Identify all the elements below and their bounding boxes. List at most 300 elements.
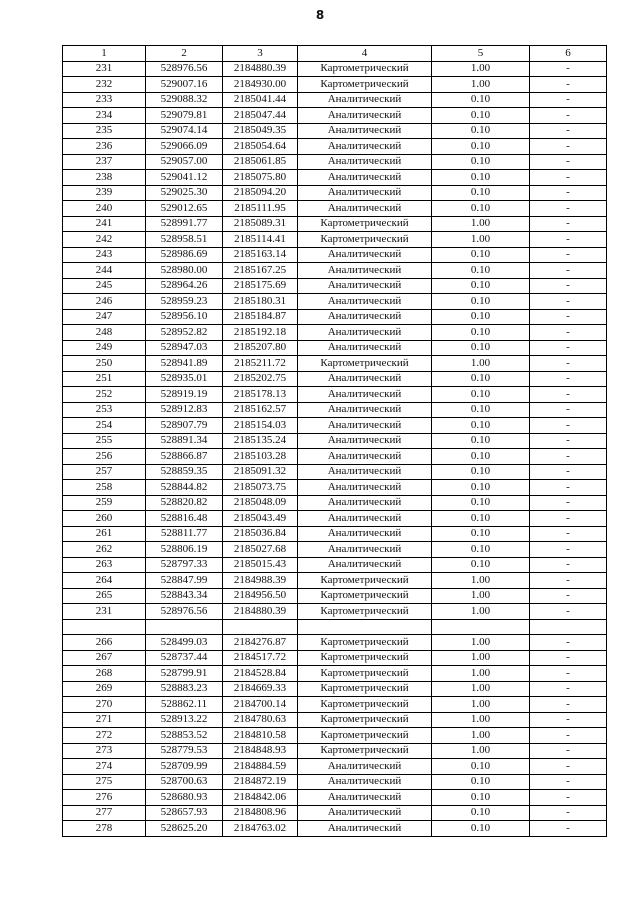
note-cell: - — [530, 805, 607, 821]
note-cell: - — [530, 712, 607, 728]
point-number-cell: 242 — [63, 232, 146, 248]
x-coordinate-cell: 528779.53 — [146, 743, 223, 759]
table-row — [63, 263, 607, 279]
point-number-cell: 233 — [63, 92, 146, 108]
y-coordinate-cell: 2185135.24 — [223, 433, 298, 449]
accuracy-cell: 0.10 — [432, 340, 530, 356]
note-cell: - — [530, 108, 607, 124]
x-coordinate-cell: 528843.34 — [146, 588, 223, 604]
column-header: 5 — [432, 46, 530, 62]
y-coordinate-cell: 2184810.58 — [223, 728, 298, 744]
method-cell: Аналитический — [298, 325, 432, 341]
method-cell: Аналитический — [298, 154, 432, 170]
note-cell: - — [530, 449, 607, 465]
table-row — [63, 418, 607, 434]
y-coordinate-cell: 2184669.33 — [223, 681, 298, 697]
method-cell: Аналитический — [298, 542, 432, 558]
x-coordinate-cell: 528799.91 — [146, 666, 223, 682]
method-cell: Аналитический — [298, 495, 432, 511]
y-coordinate-cell: 2184848.93 — [223, 743, 298, 759]
method-cell: Аналитический — [298, 418, 432, 434]
method-cell: Аналитический — [298, 340, 432, 356]
accuracy-cell: 0.10 — [432, 185, 530, 201]
table-row — [63, 170, 607, 186]
method-cell — [298, 619, 432, 635]
table-row — [63, 712, 607, 728]
accuracy-cell: 0.10 — [432, 759, 530, 775]
method-cell: Аналитический — [298, 247, 432, 263]
accuracy-cell: 1.00 — [432, 77, 530, 93]
point-number-cell: 249 — [63, 340, 146, 356]
y-coordinate-cell: 2185073.75 — [223, 480, 298, 496]
y-coordinate-cell: 2185207.80 — [223, 340, 298, 356]
table-row — [63, 542, 607, 558]
table-row — [63, 666, 607, 682]
note-cell: - — [530, 294, 607, 310]
point-number-cell: 232 — [63, 77, 146, 93]
method-cell: Аналитический — [298, 511, 432, 527]
point-number-cell: 236 — [63, 139, 146, 155]
x-coordinate-cell: 529041.12 — [146, 170, 223, 186]
x-coordinate-cell: 528907.79 — [146, 418, 223, 434]
method-cell: Аналитический — [298, 464, 432, 480]
accuracy-cell: 0.10 — [432, 371, 530, 387]
point-number-cell: 270 — [63, 697, 146, 713]
y-coordinate-cell: 2185184.87 — [223, 309, 298, 325]
accuracy-cell: 0.10 — [432, 154, 530, 170]
table-header-row — [63, 46, 607, 62]
table-row — [63, 108, 607, 124]
note-cell: - — [530, 216, 607, 232]
table-row — [63, 278, 607, 294]
table-row — [63, 774, 607, 790]
method-cell: Аналитический — [298, 774, 432, 790]
method-cell: Аналитический — [298, 480, 432, 496]
note-cell: - — [530, 511, 607, 527]
y-coordinate-cell: 2184276.87 — [223, 635, 298, 651]
y-coordinate-cell: 2185202.75 — [223, 371, 298, 387]
table-row — [63, 681, 607, 697]
note-cell: - — [530, 681, 607, 697]
table-row — [63, 139, 607, 155]
accuracy-cell: 1.00 — [432, 681, 530, 697]
point-number-cell: 268 — [63, 666, 146, 682]
note-cell: - — [530, 542, 607, 558]
method-cell: Картометрический — [298, 61, 432, 77]
point-number-cell: 251 — [63, 371, 146, 387]
method-cell: Картометрический — [298, 77, 432, 93]
accuracy-cell: 0.10 — [432, 526, 530, 542]
method-cell: Аналитический — [298, 294, 432, 310]
table-row — [63, 619, 607, 635]
point-number-cell: 231 — [63, 604, 146, 620]
accuracy-cell: 0.10 — [432, 387, 530, 403]
x-coordinate-cell: 528680.93 — [146, 790, 223, 806]
method-cell: Аналитический — [298, 278, 432, 294]
table-row — [63, 433, 607, 449]
note-cell: - — [530, 821, 607, 837]
point-number-cell: 243 — [63, 247, 146, 263]
table-row — [63, 216, 607, 232]
note-cell: - — [530, 526, 607, 542]
note-cell: - — [530, 697, 607, 713]
table-row — [63, 371, 607, 387]
point-number-cell: 278 — [63, 821, 146, 837]
x-coordinate-cell: 528913.22 — [146, 712, 223, 728]
point-number-cell: 234 — [63, 108, 146, 124]
x-coordinate-cell: 528947.03 — [146, 340, 223, 356]
column-header: 6 — [530, 46, 607, 62]
note-cell: - — [530, 170, 607, 186]
note-cell: - — [530, 201, 607, 217]
x-coordinate-cell: 528862.11 — [146, 697, 223, 713]
y-coordinate-cell: 2185163.14 — [223, 247, 298, 263]
table-row — [63, 123, 607, 139]
table-row — [63, 743, 607, 759]
note-cell: - — [530, 356, 607, 372]
x-coordinate-cell: 528883.23 — [146, 681, 223, 697]
point-number-cell: 273 — [63, 743, 146, 759]
table-row — [63, 480, 607, 496]
y-coordinate-cell: 2185180.31 — [223, 294, 298, 310]
page-number: 8 — [315, 8, 325, 22]
note-cell — [530, 619, 607, 635]
accuracy-cell: 0.10 — [432, 557, 530, 573]
method-cell: Аналитический — [298, 123, 432, 139]
point-number-cell: 248 — [63, 325, 146, 341]
point-number-cell: 274 — [63, 759, 146, 775]
point-number-cell: 239 — [63, 185, 146, 201]
point-number-cell: 263 — [63, 557, 146, 573]
table-row — [63, 588, 607, 604]
y-coordinate-cell: 2184700.14 — [223, 697, 298, 713]
accuracy-cell: 1.00 — [432, 232, 530, 248]
accuracy-cell: 0.10 — [432, 108, 530, 124]
x-coordinate-cell: 528499.03 — [146, 635, 223, 651]
accuracy-cell: 1.00 — [432, 216, 530, 232]
note-cell: - — [530, 92, 607, 108]
x-coordinate-cell: 528986.69 — [146, 247, 223, 263]
table-row — [63, 154, 607, 170]
point-number-cell: 247 — [63, 309, 146, 325]
table-row — [63, 650, 607, 666]
x-coordinate-cell: 528820.82 — [146, 495, 223, 511]
accuracy-cell: 0.10 — [432, 402, 530, 418]
point-number-cell: 235 — [63, 123, 146, 139]
y-coordinate-cell: 2185154.03 — [223, 418, 298, 434]
accuracy-cell: 1.00 — [432, 743, 530, 759]
table-row — [63, 77, 607, 93]
point-number-cell: 266 — [63, 635, 146, 651]
y-coordinate-cell: 2185103.28 — [223, 449, 298, 465]
column-header: 4 — [298, 46, 432, 62]
note-cell: - — [530, 728, 607, 744]
x-coordinate-cell: 528816.48 — [146, 511, 223, 527]
accuracy-cell: 1.00 — [432, 712, 530, 728]
table-body — [63, 61, 607, 836]
point-number-cell: 277 — [63, 805, 146, 821]
table-row — [63, 573, 607, 589]
method-cell: Картометрический — [298, 356, 432, 372]
y-coordinate-cell: 2184528.84 — [223, 666, 298, 682]
note-cell: - — [530, 278, 607, 294]
note-cell: - — [530, 495, 607, 511]
accuracy-cell: 0.10 — [432, 774, 530, 790]
note-cell: - — [530, 185, 607, 201]
note-cell: - — [530, 464, 607, 480]
table-row — [63, 402, 607, 418]
accuracy-cell: 0.10 — [432, 123, 530, 139]
note-cell: - — [530, 263, 607, 279]
accuracy-cell: 1.00 — [432, 650, 530, 666]
method-cell: Аналитический — [298, 108, 432, 124]
x-coordinate-cell: 529079.81 — [146, 108, 223, 124]
x-coordinate-cell: 528956.10 — [146, 309, 223, 325]
y-coordinate-cell: 2185036.84 — [223, 526, 298, 542]
coordinates-table — [62, 45, 607, 837]
accuracy-cell: 0.10 — [432, 263, 530, 279]
point-number-cell: 257 — [63, 464, 146, 480]
point-number-cell: 272 — [63, 728, 146, 744]
y-coordinate-cell: 2185094.20 — [223, 185, 298, 201]
x-coordinate-cell: 528912.83 — [146, 402, 223, 418]
x-coordinate-cell: 528891.34 — [146, 433, 223, 449]
method-cell: Аналитический — [298, 526, 432, 542]
y-coordinate-cell: 2185075.80 — [223, 170, 298, 186]
y-coordinate-cell: 2185054.64 — [223, 139, 298, 155]
table-row — [63, 340, 607, 356]
point-number-cell: 240 — [63, 201, 146, 217]
method-cell: Аналитический — [298, 759, 432, 775]
y-coordinate-cell: 2184872.19 — [223, 774, 298, 790]
table-row — [63, 247, 607, 263]
method-cell: Картометрический — [298, 588, 432, 604]
point-number-cell: 255 — [63, 433, 146, 449]
note-cell: - — [530, 309, 607, 325]
note-cell: - — [530, 650, 607, 666]
accuracy-cell: 0.10 — [432, 139, 530, 155]
point-number-cell: 231 — [63, 61, 146, 77]
y-coordinate-cell: 2184880.39 — [223, 61, 298, 77]
table-row — [63, 759, 607, 775]
y-coordinate-cell: 2184517.72 — [223, 650, 298, 666]
method-cell: Аналитический — [298, 449, 432, 465]
note-cell: - — [530, 666, 607, 682]
accuracy-cell: 1.00 — [432, 588, 530, 604]
method-cell: Аналитический — [298, 402, 432, 418]
accuracy-cell — [432, 619, 530, 635]
accuracy-cell: 0.10 — [432, 418, 530, 434]
note-cell: - — [530, 247, 607, 263]
point-number-cell: 252 — [63, 387, 146, 403]
point-number-cell: 267 — [63, 650, 146, 666]
point-number-cell: 245 — [63, 278, 146, 294]
point-number-cell: 253 — [63, 402, 146, 418]
y-coordinate-cell: 2184884.59 — [223, 759, 298, 775]
y-coordinate-cell: 2185111.95 — [223, 201, 298, 217]
method-cell: Картометрический — [298, 635, 432, 651]
note-cell: - — [530, 325, 607, 341]
method-cell: Аналитический — [298, 92, 432, 108]
point-number-cell: 241 — [63, 216, 146, 232]
note-cell: - — [530, 139, 607, 155]
note-cell: - — [530, 61, 607, 77]
point-number-cell: 238 — [63, 170, 146, 186]
y-coordinate-cell: 2184930.00 — [223, 77, 298, 93]
method-cell: Аналитический — [298, 139, 432, 155]
accuracy-cell: 0.10 — [432, 294, 530, 310]
note-cell: - — [530, 433, 607, 449]
method-cell: Аналитический — [298, 185, 432, 201]
note-cell: - — [530, 402, 607, 418]
method-cell: Картометрический — [298, 728, 432, 744]
y-coordinate-cell: 2185049.35 — [223, 123, 298, 139]
x-coordinate-cell: 528964.26 — [146, 278, 223, 294]
accuracy-cell: 1.00 — [432, 728, 530, 744]
table-row — [63, 495, 607, 511]
point-number-cell: 271 — [63, 712, 146, 728]
method-cell: Аналитический — [298, 433, 432, 449]
point-number-cell: 265 — [63, 588, 146, 604]
table-row — [63, 697, 607, 713]
method-cell: Аналитический — [298, 790, 432, 806]
table-row — [63, 728, 607, 744]
accuracy-cell: 0.10 — [432, 821, 530, 837]
x-coordinate-cell: 528976.56 — [146, 604, 223, 620]
column-header: 2 — [146, 46, 223, 62]
note-cell: - — [530, 635, 607, 651]
point-number-cell: 269 — [63, 681, 146, 697]
note-cell: - — [530, 759, 607, 775]
accuracy-cell: 0.10 — [432, 278, 530, 294]
x-coordinate-cell: 528737.44 — [146, 650, 223, 666]
y-coordinate-cell: 2185089.31 — [223, 216, 298, 232]
x-coordinate-cell: 528959.23 — [146, 294, 223, 310]
x-coordinate-cell: 528811.77 — [146, 526, 223, 542]
note-cell: - — [530, 123, 607, 139]
note-cell: - — [530, 340, 607, 356]
x-coordinate-cell: 528859.35 — [146, 464, 223, 480]
y-coordinate-cell: 2185175.69 — [223, 278, 298, 294]
accuracy-cell: 1.00 — [432, 666, 530, 682]
note-cell: - — [530, 232, 607, 248]
note-cell: - — [530, 774, 607, 790]
accuracy-cell: 0.10 — [432, 247, 530, 263]
table-row — [63, 201, 607, 217]
x-coordinate-cell: 528625.20 — [146, 821, 223, 837]
x-coordinate-cell: 528919.19 — [146, 387, 223, 403]
table-row — [63, 185, 607, 201]
y-coordinate-cell: 2184808.96 — [223, 805, 298, 821]
method-cell: Картометрический — [298, 666, 432, 682]
table-row — [63, 821, 607, 837]
accuracy-cell: 0.10 — [432, 325, 530, 341]
method-cell: Картометрический — [298, 604, 432, 620]
point-number-cell: 262 — [63, 542, 146, 558]
table-row — [63, 805, 607, 821]
accuracy-cell: 1.00 — [432, 604, 530, 620]
y-coordinate-cell: 2185162.57 — [223, 402, 298, 418]
x-coordinate-cell: 528980.00 — [146, 263, 223, 279]
point-number-cell: 237 — [63, 154, 146, 170]
note-cell: - — [530, 418, 607, 434]
note-cell: - — [530, 573, 607, 589]
table-row — [63, 92, 607, 108]
y-coordinate-cell: 2184842.06 — [223, 790, 298, 806]
table-row — [63, 325, 607, 341]
x-coordinate-cell: 528657.93 — [146, 805, 223, 821]
table-row — [63, 294, 607, 310]
accuracy-cell: 0.10 — [432, 309, 530, 325]
x-coordinate-cell: 528700.63 — [146, 774, 223, 790]
method-cell: Аналитический — [298, 170, 432, 186]
note-cell: - — [530, 77, 607, 93]
table-row — [63, 604, 607, 620]
x-coordinate-cell: 528935.01 — [146, 371, 223, 387]
y-coordinate-cell: 2185061.85 — [223, 154, 298, 170]
y-coordinate-cell: 2185048.09 — [223, 495, 298, 511]
x-coordinate-cell: 528952.82 — [146, 325, 223, 341]
method-cell: Аналитический — [298, 263, 432, 279]
x-coordinate-cell: 529088.32 — [146, 92, 223, 108]
y-coordinate-cell: 2185015.43 — [223, 557, 298, 573]
y-coordinate-cell: 2185091.32 — [223, 464, 298, 480]
point-number-cell: 259 — [63, 495, 146, 511]
point-number-cell: 258 — [63, 480, 146, 496]
method-cell: Картометрический — [298, 697, 432, 713]
x-coordinate-cell: 528941.89 — [146, 356, 223, 372]
x-coordinate-cell: 528847.99 — [146, 573, 223, 589]
method-cell: Аналитический — [298, 387, 432, 403]
x-coordinate-cell: 528958.51 — [146, 232, 223, 248]
y-coordinate-cell: 2185114.41 — [223, 232, 298, 248]
accuracy-cell: 0.10 — [432, 790, 530, 806]
method-cell: Аналитический — [298, 371, 432, 387]
x-coordinate-cell: 529007.16 — [146, 77, 223, 93]
accuracy-cell: 1.00 — [432, 635, 530, 651]
table-row — [63, 449, 607, 465]
method-cell: Аналитический — [298, 821, 432, 837]
table-row — [63, 309, 607, 325]
y-coordinate-cell — [223, 619, 298, 635]
note-cell: - — [530, 480, 607, 496]
x-coordinate-cell: 528866.87 — [146, 449, 223, 465]
x-coordinate-cell: 528853.52 — [146, 728, 223, 744]
method-cell: Картометрический — [298, 650, 432, 666]
table-row — [63, 61, 607, 77]
y-coordinate-cell: 2185043.49 — [223, 511, 298, 527]
x-coordinate-cell: 528797.33 — [146, 557, 223, 573]
x-coordinate-cell: 528991.77 — [146, 216, 223, 232]
table-row — [63, 511, 607, 527]
method-cell: Аналитический — [298, 309, 432, 325]
y-coordinate-cell: 2185041.44 — [223, 92, 298, 108]
y-coordinate-cell: 2185211.72 — [223, 356, 298, 372]
method-cell: Картометрический — [298, 573, 432, 589]
note-cell: - — [530, 371, 607, 387]
accuracy-cell: 0.10 — [432, 464, 530, 480]
accuracy-cell: 1.00 — [432, 697, 530, 713]
point-number-cell: 264 — [63, 573, 146, 589]
x-coordinate-cell — [146, 619, 223, 635]
accuracy-cell: 1.00 — [432, 356, 530, 372]
y-coordinate-cell: 2185192.18 — [223, 325, 298, 341]
method-cell: Аналитический — [298, 805, 432, 821]
accuracy-cell: 0.10 — [432, 805, 530, 821]
table-row — [63, 356, 607, 372]
accuracy-cell: 0.10 — [432, 449, 530, 465]
point-number-cell: 244 — [63, 263, 146, 279]
